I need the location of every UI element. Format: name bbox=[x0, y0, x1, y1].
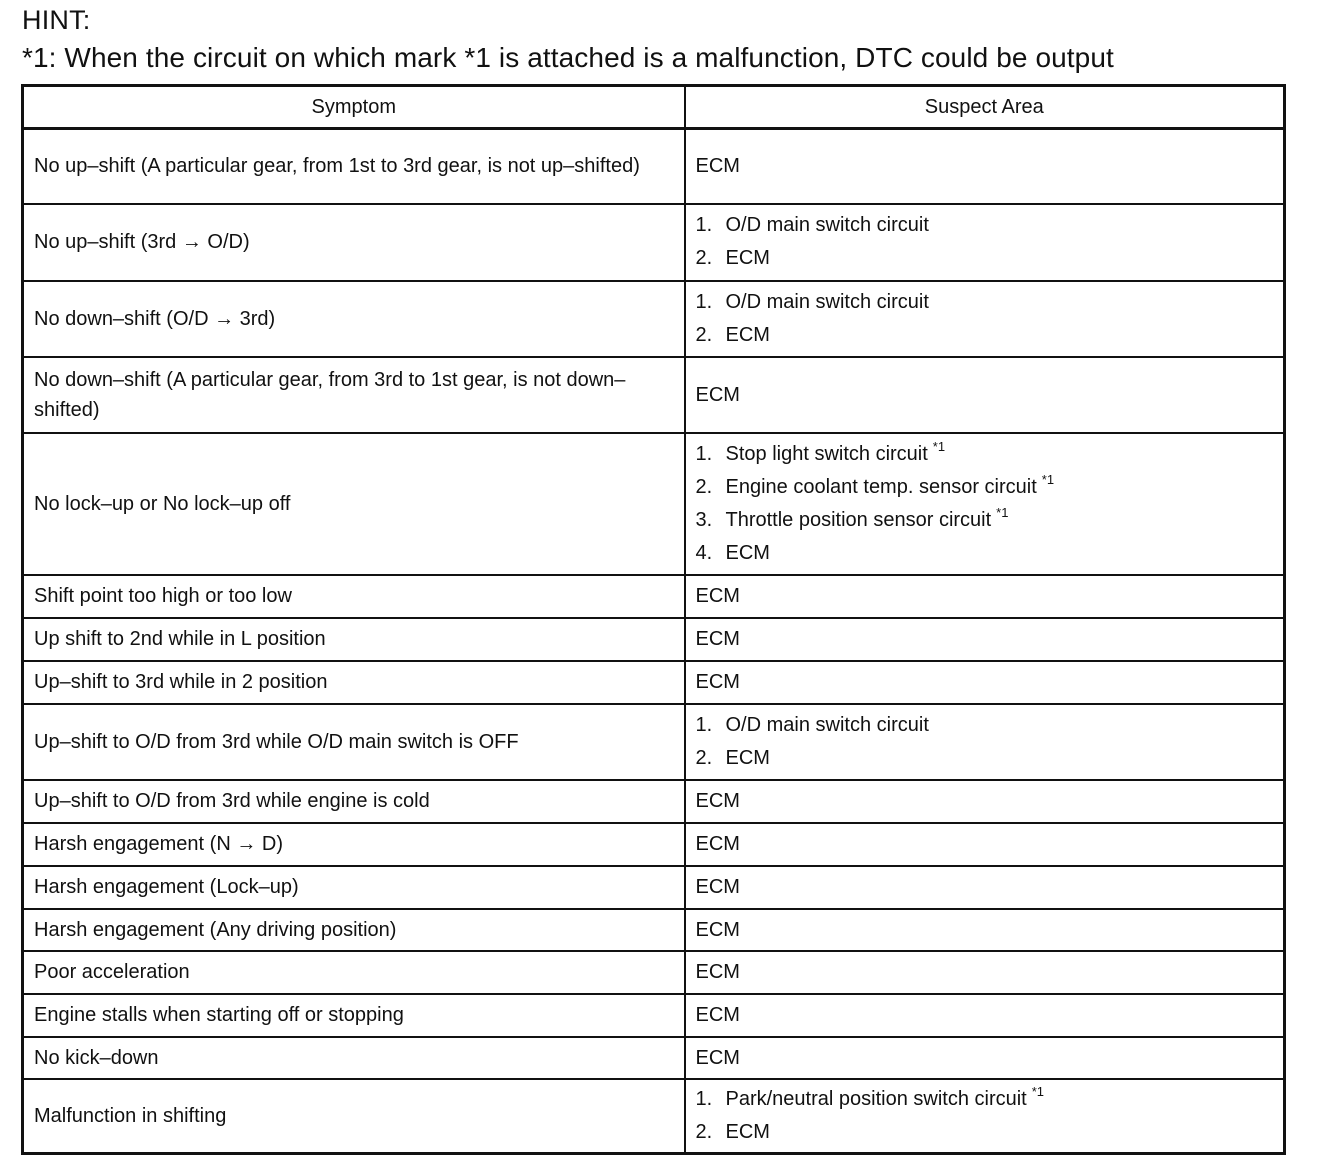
table-row bbox=[23, 1079, 1285, 1154]
item-number: 1. bbox=[695, 1087, 713, 1110]
dtc-mark: *1 bbox=[1041, 471, 1055, 487]
suspect-area-text: ECM bbox=[695, 833, 740, 855]
table-body bbox=[23, 129, 1285, 1154]
symptom-cell: No kick–down bbox=[23, 1037, 685, 1079]
item-number: 1. bbox=[695, 290, 713, 313]
suspect-area-text: ECM bbox=[695, 628, 740, 650]
suspect-area-cell bbox=[685, 661, 1285, 704]
suspect-area-cell bbox=[685, 909, 1285, 951]
suspect-area-cell bbox=[685, 618, 1285, 661]
suspect-area-text: ECM bbox=[695, 1004, 740, 1026]
table-header-row bbox=[23, 86, 1285, 129]
table-row bbox=[23, 661, 1285, 704]
suspect-area-cell bbox=[685, 951, 1285, 994]
symptom-cell: Harsh engagement (Lock–up) bbox=[23, 866, 685, 909]
suspect-area-list bbox=[696, 209, 1274, 275]
list-item bbox=[696, 319, 1274, 352]
symptom-cell: No down–shift (O/D → 3rd) bbox=[23, 281, 685, 357]
suspect-area-text: ECM bbox=[695, 671, 740, 693]
table-row bbox=[23, 909, 1285, 951]
item-number: 2. bbox=[695, 475, 713, 498]
dtc-mark: *1 bbox=[996, 504, 1009, 520]
dtc-mark: *1 bbox=[932, 438, 946, 454]
suspect-area-text: ECM bbox=[695, 585, 740, 607]
symptom-header: Symptom bbox=[23, 86, 685, 129]
list-item bbox=[696, 537, 1274, 570]
dtc-mark: *1 bbox=[1031, 1083, 1045, 1099]
symptom-cell: Harsh engagement (Any driving position) bbox=[23, 909, 685, 951]
symptom-cell: No down–shift (A particular gear, from 3rd to 1st gear, is not down–shifted) bbox=[23, 357, 685, 433]
symptom-cell: Up shift to 2nd while in L position bbox=[23, 618, 685, 661]
item-text: O/D main switch circuit bbox=[725, 214, 929, 236]
table-row bbox=[23, 1037, 1285, 1079]
suspect-area-text: ECM bbox=[695, 1046, 740, 1069]
item-number: 1. bbox=[695, 713, 713, 736]
item-number: 2. bbox=[695, 323, 713, 346]
table-row bbox=[23, 780, 1285, 823]
hint-note: *1: When the circuit on which mark *1 is attached is a malfunction, DTC could be output bbox=[22, 42, 1114, 73]
list-item bbox=[696, 242, 1274, 275]
item-text: ECM bbox=[725, 1120, 770, 1143]
table-row bbox=[23, 575, 1285, 618]
symptom-cell: No up–shift (A particular gear, from 1st to 3rd gear, is not up–shifted) bbox=[23, 129, 685, 204]
table-row bbox=[23, 129, 1285, 204]
item-text: ECM bbox=[725, 746, 770, 769]
table-row bbox=[23, 704, 1285, 780]
symptom-table bbox=[21, 84, 1286, 1155]
list-item bbox=[696, 709, 1274, 742]
list-item bbox=[696, 471, 1274, 504]
suspect-area-text: ECM bbox=[695, 876, 740, 898]
suspect-area-cell bbox=[685, 780, 1285, 823]
item-text: ECM bbox=[725, 247, 770, 269]
list-item bbox=[696, 438, 1274, 471]
table-row bbox=[23, 204, 1285, 281]
suspect-area-cell bbox=[685, 866, 1285, 909]
item-text: O/D main switch circuit bbox=[725, 713, 929, 736]
item-text: Park/neutral position switch circuit bbox=[725, 1087, 1027, 1110]
item-number: 2. bbox=[695, 1120, 713, 1143]
suspect-area-list bbox=[696, 438, 1274, 570]
symptom-cell: No up–shift (3rd → O/D) bbox=[23, 204, 685, 281]
suspect-area-cell bbox=[685, 1037, 1285, 1079]
table-row bbox=[23, 866, 1285, 909]
table-row bbox=[23, 357, 1285, 433]
list-item bbox=[696, 209, 1274, 242]
item-number: 1. bbox=[695, 442, 713, 465]
item-text: Engine coolant temp. sensor circuit bbox=[725, 475, 1037, 498]
symptom-cell: Shift point too high or too low bbox=[23, 575, 685, 618]
list-item bbox=[696, 1116, 1274, 1149]
list-item bbox=[696, 742, 1274, 775]
suspect-area-list bbox=[696, 286, 1274, 352]
suspect-area-text: ECM bbox=[695, 961, 740, 983]
item-text: O/D main switch circuit bbox=[725, 290, 929, 313]
item-number: 3. bbox=[695, 508, 713, 531]
item-text: ECM bbox=[725, 323, 770, 346]
suspect-area-cell bbox=[685, 575, 1285, 618]
suspect-area-text: ECM bbox=[695, 383, 740, 406]
suspect-area-cell bbox=[685, 433, 1285, 575]
list-item bbox=[696, 504, 1274, 537]
suspect-area-cell bbox=[685, 823, 1285, 866]
hint-title: HINT: bbox=[22, 5, 91, 35]
table-row bbox=[23, 994, 1285, 1037]
item-number: 1. bbox=[695, 214, 713, 236]
list-item bbox=[696, 286, 1274, 319]
symptom-cell: No lock–up or No lock–up off bbox=[23, 433, 685, 575]
symptom-cell: Up–shift to O/D from 3rd while engine is cold bbox=[23, 780, 685, 823]
symptom-cell: Up–shift to O/D from 3rd while O/D main switch is OFF bbox=[23, 704, 685, 780]
table-row bbox=[23, 823, 1285, 866]
symptom-cell: Malfunction in shifting bbox=[23, 1079, 685, 1154]
item-number: 2. bbox=[695, 247, 713, 269]
suspect-area-cell bbox=[685, 129, 1285, 204]
suspect-area-list bbox=[696, 1083, 1274, 1149]
suspect-area-cell bbox=[685, 281, 1285, 357]
suspect-area-text: ECM bbox=[695, 918, 740, 941]
item-text: ECM bbox=[725, 541, 770, 564]
suspect-area-cell bbox=[685, 204, 1285, 281]
item-number: 4. bbox=[695, 541, 713, 564]
suspect-area-text: ECM bbox=[695, 790, 740, 812]
item-text: Throttle position sensor circuit bbox=[725, 508, 992, 531]
item-text: Stop light switch circuit bbox=[725, 442, 928, 465]
item-number: 2. bbox=[695, 746, 713, 769]
table-row bbox=[23, 618, 1285, 661]
table-row bbox=[23, 281, 1285, 357]
suspect-area-text: ECM bbox=[695, 155, 740, 178]
symptom-cell: Harsh engagement (N → D) bbox=[23, 823, 685, 866]
symptom-cell: Up–shift to 3rd while in 2 position bbox=[23, 661, 685, 704]
suspect-area-cell bbox=[685, 704, 1285, 780]
suspect-area-cell bbox=[685, 994, 1285, 1037]
list-item bbox=[696, 1083, 1274, 1116]
symptom-cell: Engine stalls when starting off or stopping bbox=[23, 994, 685, 1037]
symptom-cell: Poor acceleration bbox=[23, 951, 685, 994]
suspect-area-cell bbox=[685, 1079, 1285, 1154]
suspect-area-cell bbox=[685, 357, 1285, 433]
suspect-area-list bbox=[696, 709, 1274, 775]
suspect-area-header: Suspect Area bbox=[685, 86, 1285, 129]
table-row bbox=[23, 433, 1285, 575]
table-row bbox=[23, 951, 1285, 994]
